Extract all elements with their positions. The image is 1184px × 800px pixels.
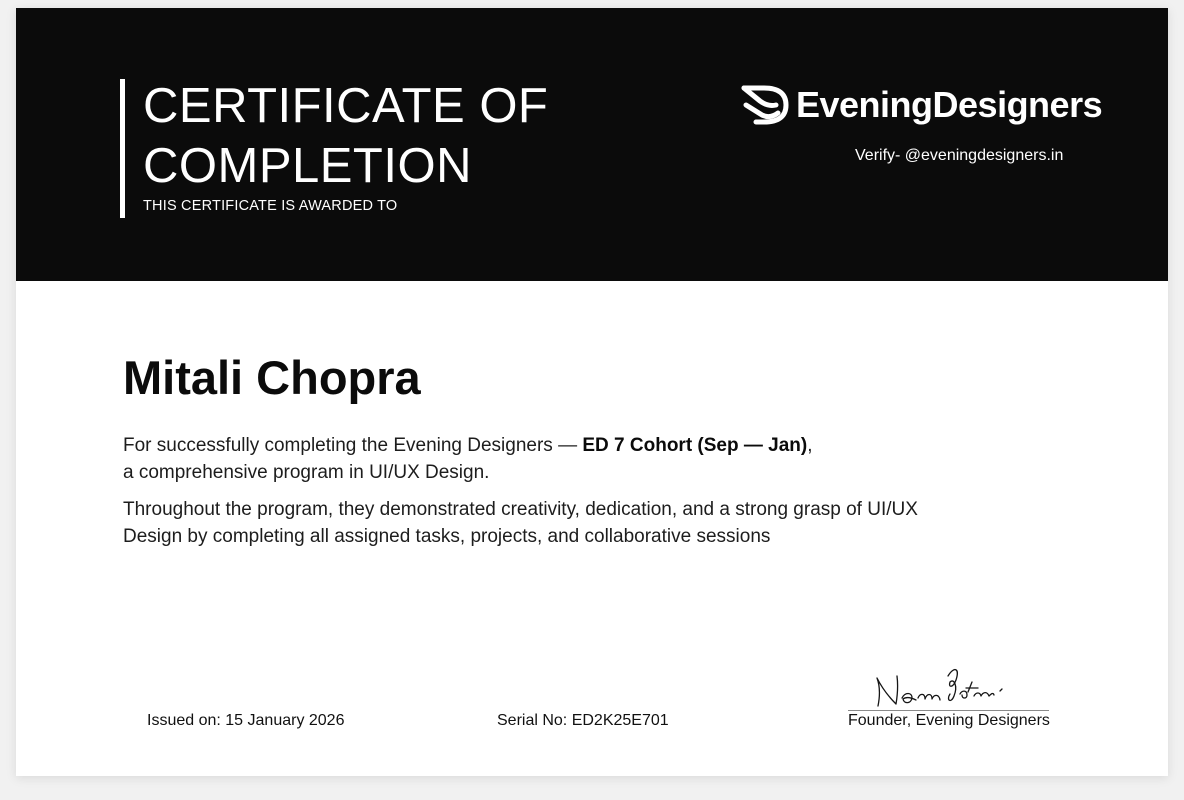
brand-name: EveningDesigners	[796, 84, 1103, 125]
completion-line-2: a comprehensive program in UI/UX Design.	[123, 462, 490, 483]
achievement-line-2: Design by completing all assigned tasks, projects, and collaborative sessions	[123, 526, 771, 547]
accent-bar	[120, 79, 125, 218]
certificate-header	[16, 8, 1168, 281]
brand	[740, 82, 1102, 128]
verify-handle[interactable]: Verify- @eveningdesigners.in	[855, 147, 1064, 164]
signature-line	[848, 710, 1049, 711]
recipient-name: Mitali Chopra	[123, 351, 421, 404]
handwritten-signature-icon	[868, 658, 1018, 712]
completion-suffix: ,	[807, 435, 813, 456]
evening-designers-logo-icon	[740, 83, 792, 127]
certificate	[16, 8, 1168, 776]
completion-prefix: For successfully completing the Evening Designers —	[123, 435, 583, 456]
awarded-to-subtitle: THIS CERTIFICATE IS AWARDED TO	[143, 198, 398, 214]
signature-block	[846, 658, 1051, 738]
achievement-line-1: Throughout the program, they demonstrated creativity, dedication, and a strong grasp of UI/UX	[123, 499, 918, 520]
certificate-title	[143, 76, 548, 196]
issued-date: Issued on: 15 January 2026	[147, 712, 345, 729]
serial-number: Serial No: ED2K25E701	[497, 712, 669, 729]
signer-title: Founder, Evening Designers	[848, 712, 1050, 729]
completion-statement	[123, 432, 813, 486]
title-line-2: COMPLETION	[143, 139, 472, 193]
achievement-statement	[123, 496, 918, 550]
completion-line-1	[123, 432, 813, 459]
title-line-1: CERTIFICATE OF	[143, 79, 549, 133]
cohort-name: ED 7 Cohort (Sep — Jan)	[582, 435, 808, 456]
